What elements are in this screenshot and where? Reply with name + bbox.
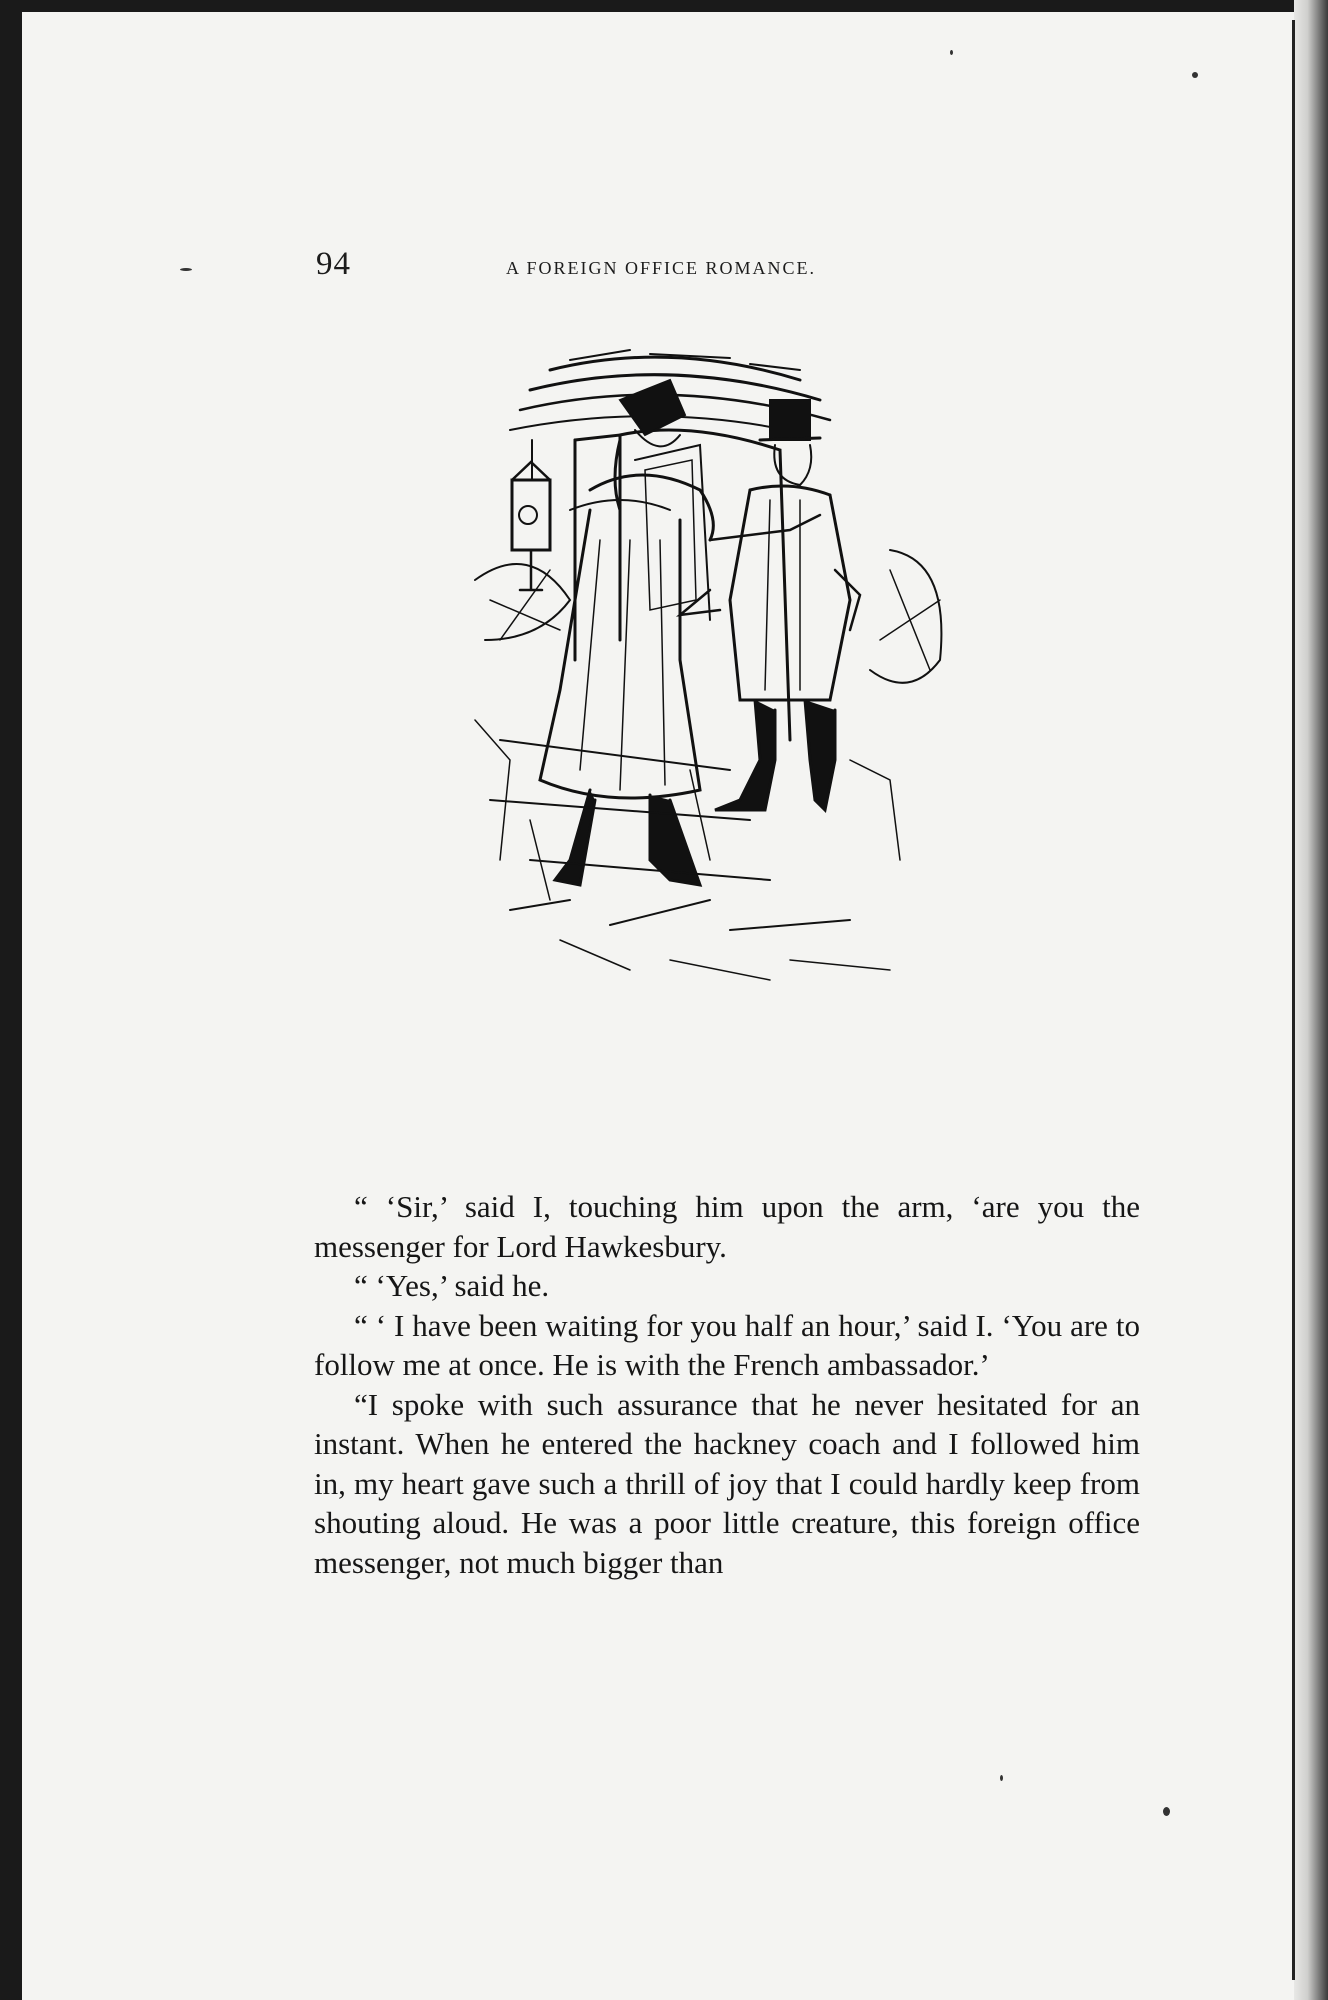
body-text [314, 1187, 1140, 1582]
dust-speck [950, 50, 953, 55]
page-header [316, 246, 956, 286]
dust-speck [180, 268, 192, 271]
page-number: 94 [316, 246, 351, 282]
paragraph: “I spoke with such assurance that he never hesitated for an instant. When he entered the hackney coach and I followed him in, my heart gave such a thrill of joy that I could hardly keep from shouting aloud. He was a poor little creature, this foreign office messenger, not much bigger than [314, 1386, 1140, 1580]
engraving-illustration [470, 340, 990, 1160]
scan-top-edge [0, 0, 1328, 12]
running-title: A FOREIGN OFFICE ROMANCE. [506, 258, 817, 278]
paragraph: “ ‘Sir,’ said I, touching him upon the arm, ‘are you the messenger for Lord Hawkesbury. [314, 1189, 1140, 1264]
scan-right-edge [1294, 0, 1328, 2000]
paragraph: “ ‘Yes,’ said he. [354, 1268, 550, 1303]
dust-speck [1000, 1775, 1003, 1781]
dust-speck [1192, 72, 1198, 78]
dust-speck [1163, 1807, 1170, 1816]
page-fold-line [1292, 20, 1295, 1980]
paragraph: “ ‘ I have been waiting for you half an hour,’ said I. ‘You are to follow me at once. He is with the French ambassador.’ [314, 1307, 1140, 1382]
